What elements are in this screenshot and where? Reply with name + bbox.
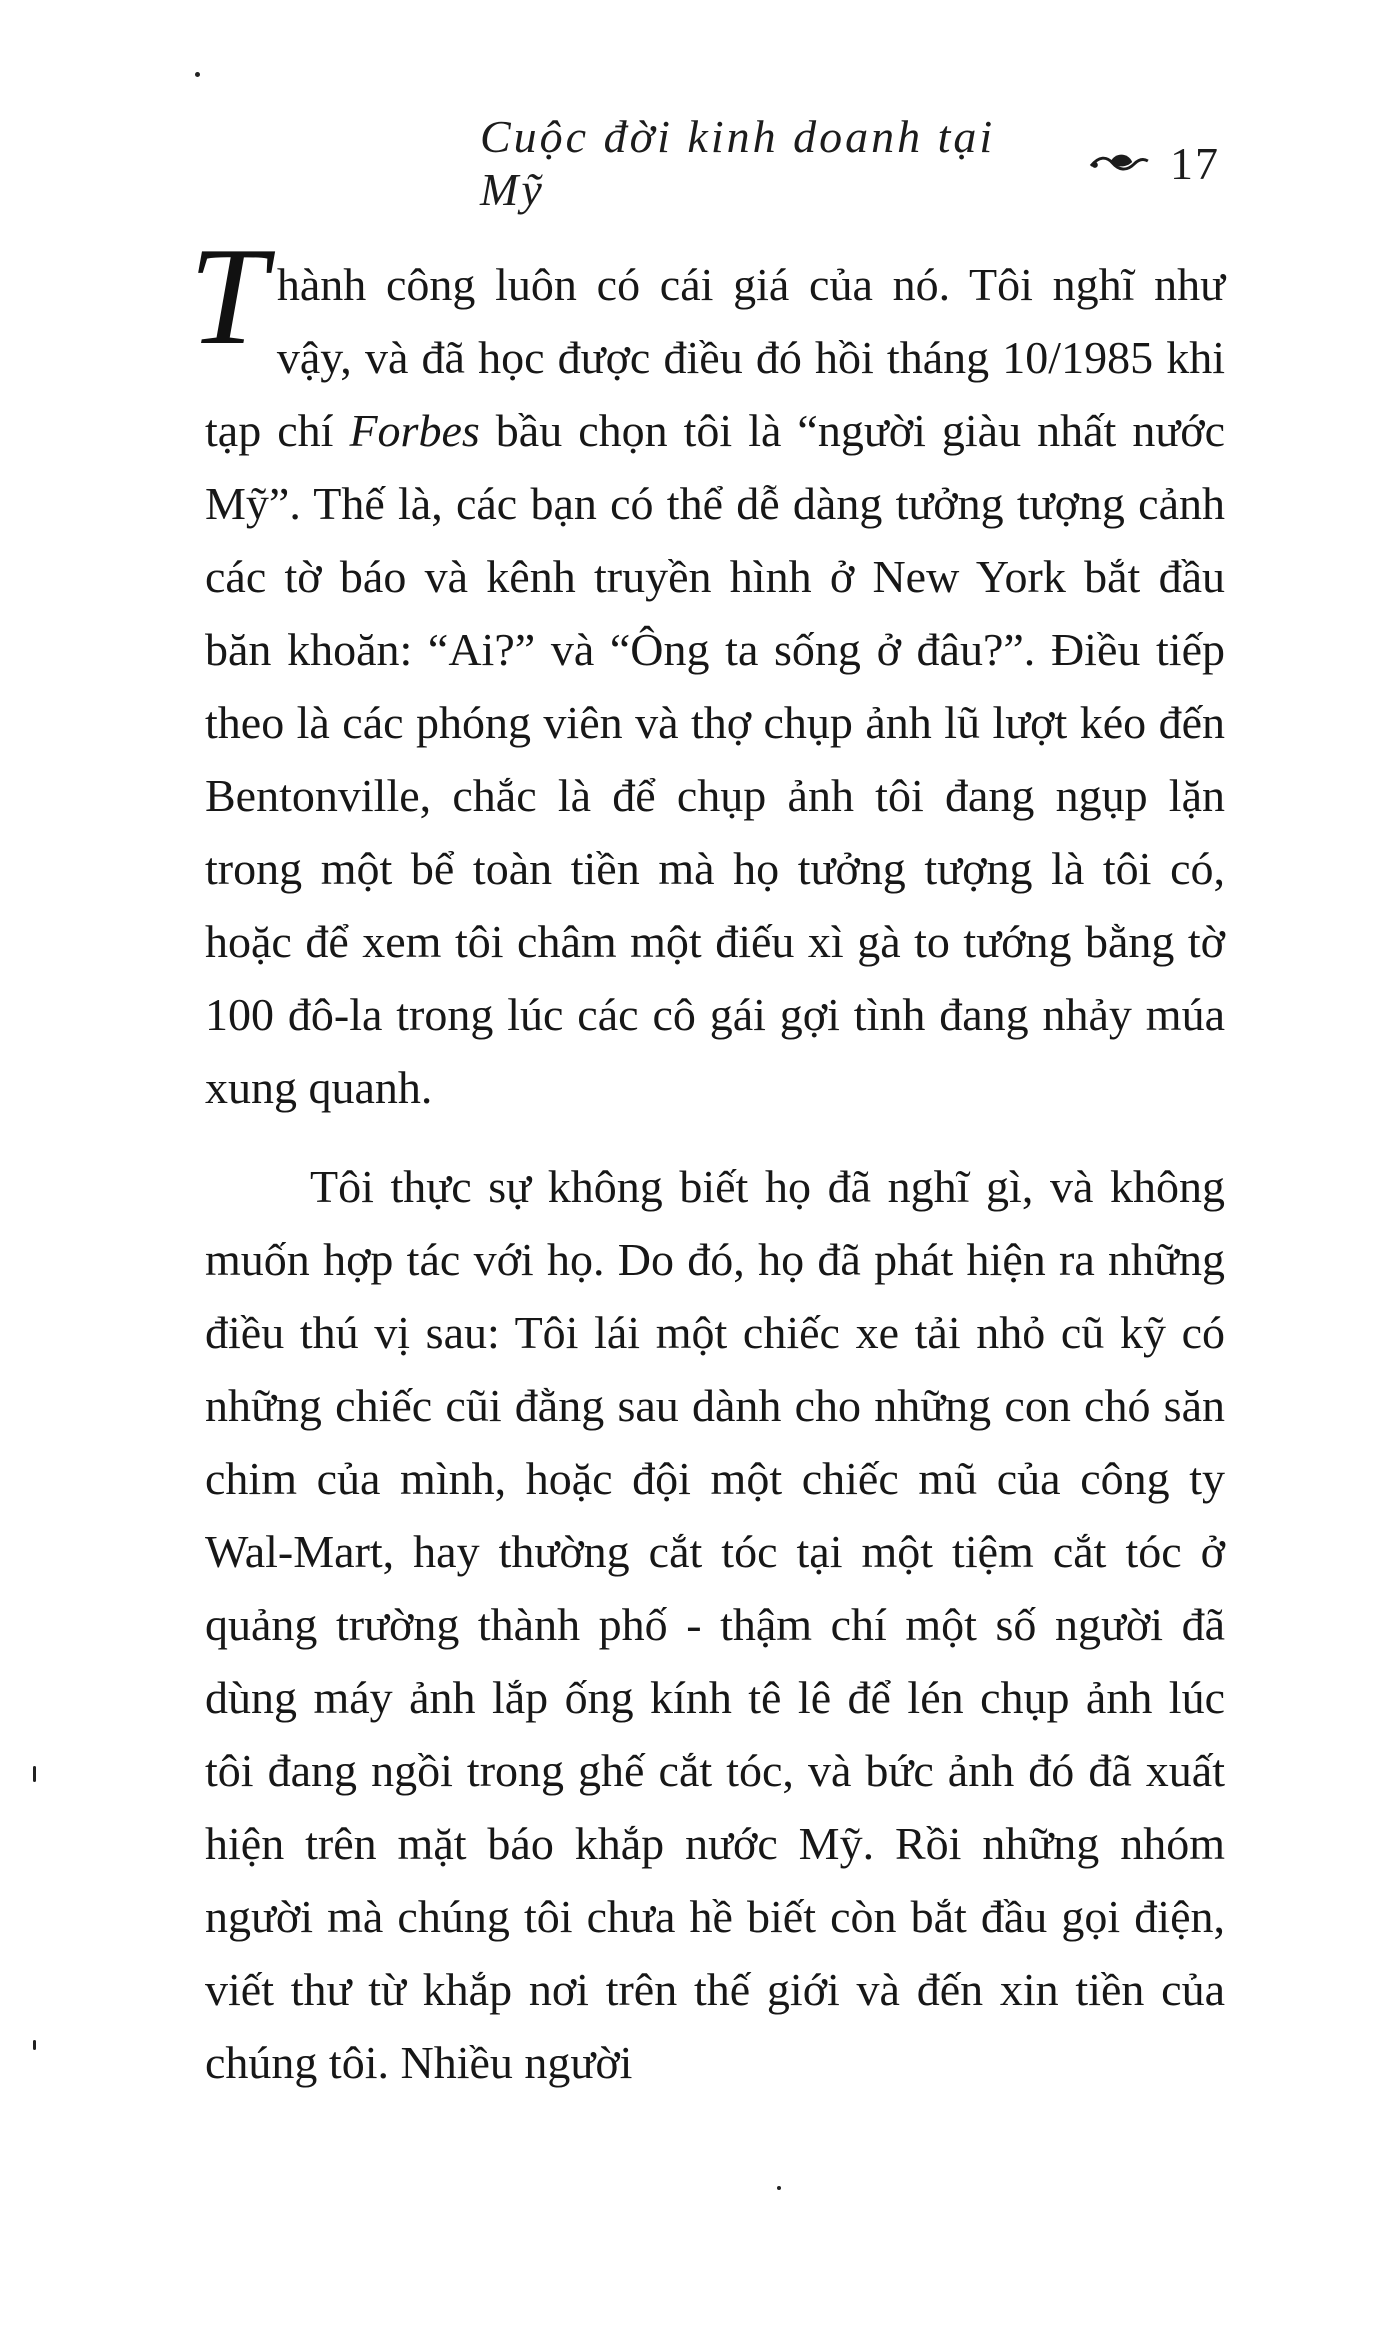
print-speck (195, 72, 200, 77)
print-speck (33, 1766, 36, 1782)
chapter-body (189, 219, 1225, 2099)
paragraph-2 (205, 1150, 1225, 2099)
paragraph-text-continued: bầu chọn tôi là “người giàu nhất nước Mỹ”. Thế là, các bạn có thể dễ dàng tưởng tượng cảnh các tờ báo và kênh truyền hình ở New York bắt đầu băn khoăn: “Ai?” và “Ông ta sống ở đâu?”. Điều tiếp theo là các phóng viên và thợ chụp ảnh lũ lượt kéo đến Bentonville, chắc là để chụp ảnh tôi đang ngụp lặn trong một bể toàn tiền mà họ tưởng tượng là tôi có, hoặc để xem tôi châm một điếu xì gà to tướng bằng tờ 100 đô-la trong lúc các cô gái gợi tình đang nhảy múa xung quanh. (205, 405, 1225, 1113)
paragraph-text: Tôi thực sự không biết họ đã nghĩ gì, và không muốn hợp tác với họ. Do đó, họ đã phát hiện ra những điều thú vị sau: Tôi lái một chiếc xe tải nhỏ cũ kỹ có những chiếc cũi đằng sau dành cho những con chó săn chim của mình, hoặc đội một chiếc mũ của công ty Wal-Mart, hay thường cắt tóc tại một tiệm cắt tóc ở quảng trường thành phố - thậm chí một số người đã dùng máy ảnh lắp ống kính tê lê để lén chụp ảnh lúc tôi đang ngồi trong ghế cắt tóc, và bức ảnh đó đã xuất hiện trên mặt báo khắp nước Mỹ. Rồi những nhóm người mà chúng tôi chưa hề biết còn bắt đầu gọi điện, viết thư từ khắp nơi trên thế giới và đến xin tiền của chúng tôi. Nhiều người (205, 1161, 1225, 2088)
running-title: Cuộc đời kinh doanh tại Mỹ (480, 111, 996, 215)
print-speck (33, 2040, 36, 2050)
paragraph-1 (189, 219, 1225, 1124)
running-header (480, 111, 1220, 215)
drop-cap: T (189, 219, 267, 374)
magazine-name: Forbes (349, 405, 480, 456)
print-speck (777, 2186, 781, 2190)
page-number: 17 (1170, 137, 1220, 189)
paragraph-text: hành công luôn có cái giá của nó. Tôi nghĩ như vậy, và đã học được điều đó hồi tháng 10/1985 khi tạp chí (205, 259, 1225, 456)
leaf-ornament-icon (1089, 150, 1150, 176)
